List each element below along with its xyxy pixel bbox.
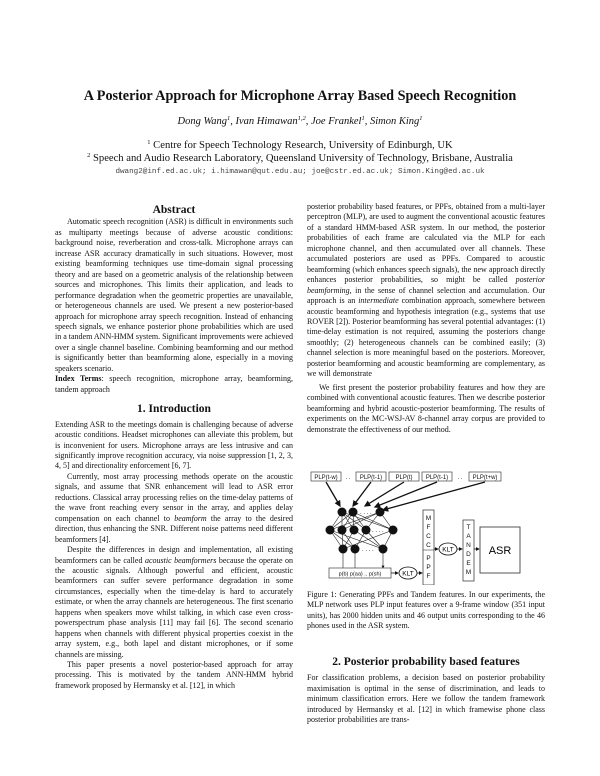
index-terms [55,374,293,395]
input-label: PLP(t+w) [472,475,498,481]
input-label: PLP(t) [395,475,413,481]
text: combination approach, somewhere between acoustic beamforming and hypothesis integration (e.g., systems that use ROVER [2]). Posterior beamforming has several potential advantages: (1) time-delay estimation is not required, assuming the posteriors change smoothly; (2) heterogeneous channels can be combined easily; (3) channel selection is more meaningful based on the posteriors. Moreover, posterior beamforming and acoustic beamforming are complementary, as we will demonstrate [307,296,546,379]
right-column-top [307,202,545,435]
tandem-letter: M [465,569,472,576]
aff-text: Centre for Speech Technology Research, University of Edinburgh, UK [153,140,453,151]
dots: . . . . [360,510,372,516]
paragraph [55,472,293,545]
text: Despite the differences in design and implementation, all existing beamformers can be called [55,545,293,565]
asr-label: ASR [488,545,512,557]
tandem-letter: A [466,533,471,540]
klt-label: KLT [442,546,454,554]
output-label: p(b) p(aa) .. p(sh) [338,571,382,578]
author-sup: 1 [227,115,231,122]
tandem-letter: T [466,524,471,531]
author-list: Dong Wang$^1$, Ivan Himawan$^{1,2}$, Joe Frankel$^1$, Simon King$^1$ [177,115,423,127]
section-2 [307,657,545,726]
affiliation-1 [0,140,600,151]
paragraph [307,202,545,380]
author-sup: 1 [419,115,423,122]
author-sup: 1 [361,115,365,122]
text: because the operate on the acoustic signals. Although powerful and efficient, acoustic beamformers can suffer severe performance degradation in some circumstances, especially when the time-delay is hard to accurately estimate, or when the array channels are heterogeneous. The first scenario happens when speakers move whilst talking, in which case even cross-powerspectrum phase analysis [11] may fail [6]. The second scenario happens when channels with different physical properties coexist in the array system, e.g., both lapel and distant microphones, or if some channels are missing. [55,555,293,659]
klt-label: KLT [402,570,414,578]
paragraph: For classification problems, a decision based on posterior probability maximisation is optimal in the sense of discrimination, and leads to minimum classification errors. Here we follow the tandem framework introduced by Hermansky et al. [12] in which framewise phone class posterior probabilities are trans- [307,673,545,725]
author-emails: dwang2@inf.ed.ac.uk; i.himawan@qut.edu.au; joe@cstr.ed.ac.uk; Simon.King@ed.ac.uk [115,168,485,176]
abstract-heading: Abstract [152,204,196,216]
text: posterior probability based features, or PPFs, obtained from a multi-layer perceptron (MLP), are used to augment the conventional acoustic features of a standard HMM-based ASR system. In our method, the posterior probabilities of each frame are calculated via the MLP for each microphone channel, and then accumulated over all channels. These accumulated posteriors are used as PPFs. Compared to acoustic beamforming (which enhances speech signals), the new approach directly enhances posterior probabilities, so might be called [307,202,545,285]
index-terms-label: Index Terms [55,374,102,384]
figure-1-diagram [305,470,550,585]
affiliation-2 [0,153,600,164]
ppf-letter: P [426,555,431,562]
author: Simon King [369,116,420,127]
input-label: PLP(t-1) [359,475,383,481]
emphasis: posterior beamforming [307,275,545,295]
mfcc-letter: C [426,542,431,549]
author: Dong Wang [177,116,227,127]
network-connections [330,512,393,568]
input-arrows [326,482,485,510]
section-2-heading: 2. Posterior probability based features [332,656,520,668]
paragraph: Extending ASR to the meetings domain is challenging because of adverse acoustic conditions. Headset microphones can alleviate this problem, but is inconvenient for users. Microphone arrays are less intrusive and can significantly improve recognition accuracy, via noise suppression [1, 2, 3, 4, 5] and directionality enforcement [6, 7]. [55,419,293,471]
text: the array to the desired direction, thus enhancing the SNR. Different noise patterns need different beamformers [4]. [55,513,293,544]
input-label: PLP(t-w) [314,475,338,481]
input-label: PLP(t-1) [425,475,449,481]
paper-title: A Posterior Approach for Microphone Array Based Speech Recognition [83,88,517,104]
aff-sup: 1 [147,139,151,146]
ppf-letter: F [426,573,431,580]
mfcc-letter: M [425,515,432,522]
author-sup: 1,2 [297,115,306,122]
dots: . . . . [372,528,384,534]
emphasis: acoustic beamformers [144,555,217,565]
paragraph: We first present the posterior probability features and how they are combined with conventional acoustic features. Then we describe posterior beamforming and hybrid acoustic-posterior beamforming. The results of experiments on the MC-WSJ-AV 8-channel array corpus are provided to demonstrate the effectiveness of our method. [307,382,545,434]
emphasis: beamform [174,513,207,523]
aff-sup: 2 [87,152,91,159]
ppf-letter: P [426,564,431,571]
text: Currently, most array processing methods operate on the acoustic signals, and assume that SNR enhancement will lead to ASR error reductions. Classical array processing relies on the time-delay patterns of the wave front reaching every sensor in the array, and applies delay compensation on each channel to [55,471,293,523]
mfcc-letter: C [426,533,431,540]
tandem-letter: D [466,551,471,558]
ellipsis: . . [457,475,463,481]
dots: . . . . [362,547,374,553]
abstract-text: Automatic speech recognition (ASR) is difficult in environments such as multiparty meetings because of adverse acoustic conditions: background noise, reverberation and cross-talk. Microphone arrays can increase ASR accuracy dramatically in such situations. However, most existing beamforming techniques use time-domain signal processing theory and are based on a geometric analysis of the relationship between sources and microphones. This limits their application, and leads to performance degradation when the geometric properties are unavailable, or heterogeneous channels are used. We present a new posterior-based approach for microphone array speech recognition. Instead of enhancing speech signals, we enhance posterior phone probabilities which are used in a tandem ANN-HMM system. Significant improvements were achieved over a single channel baseline. Combining beamforming and our method is significantly better than beamforming alone, especially in a moving speakers scenario. [55,217,293,373]
author: Ivan Himawan [235,116,298,127]
aff-text: Speech and Audio Research Laboratory, Queensland University of Technology, Brisbane, Australia [93,153,513,164]
tandem-letter: N [466,542,471,549]
tandem-letter: E [466,560,471,567]
paragraph: This paper presents a novel posterior-based approach for array processing. This is motivated by the tandem ANN-HMM hybrid framework proposed by Hermansky et al. [12], in which [55,660,293,690]
left-column [55,205,293,691]
index-terms-text: : speech recognition, microphone array, beamforming, tandem approach [55,374,294,394]
paragraph [55,545,293,660]
ellipsis: . . [345,475,351,481]
text: , in the sense of channel selection and accumulation. Our approach is an [307,285,545,306]
mfcc-letter: F [426,524,431,531]
intro-heading: 1. Introduction [137,403,211,416]
emphasis: intermediate [358,296,399,306]
figure-caption: Figure 1: Generating PPFs and Tandem features. In our experiments, the MLP network uses PLP input features over a 9-frame window (351 input units), has 2000 hidden units and 46 output units corresponding to the 46 phones used in the ASR system. [307,590,545,631]
author: Joe Frankel [311,116,362,127]
